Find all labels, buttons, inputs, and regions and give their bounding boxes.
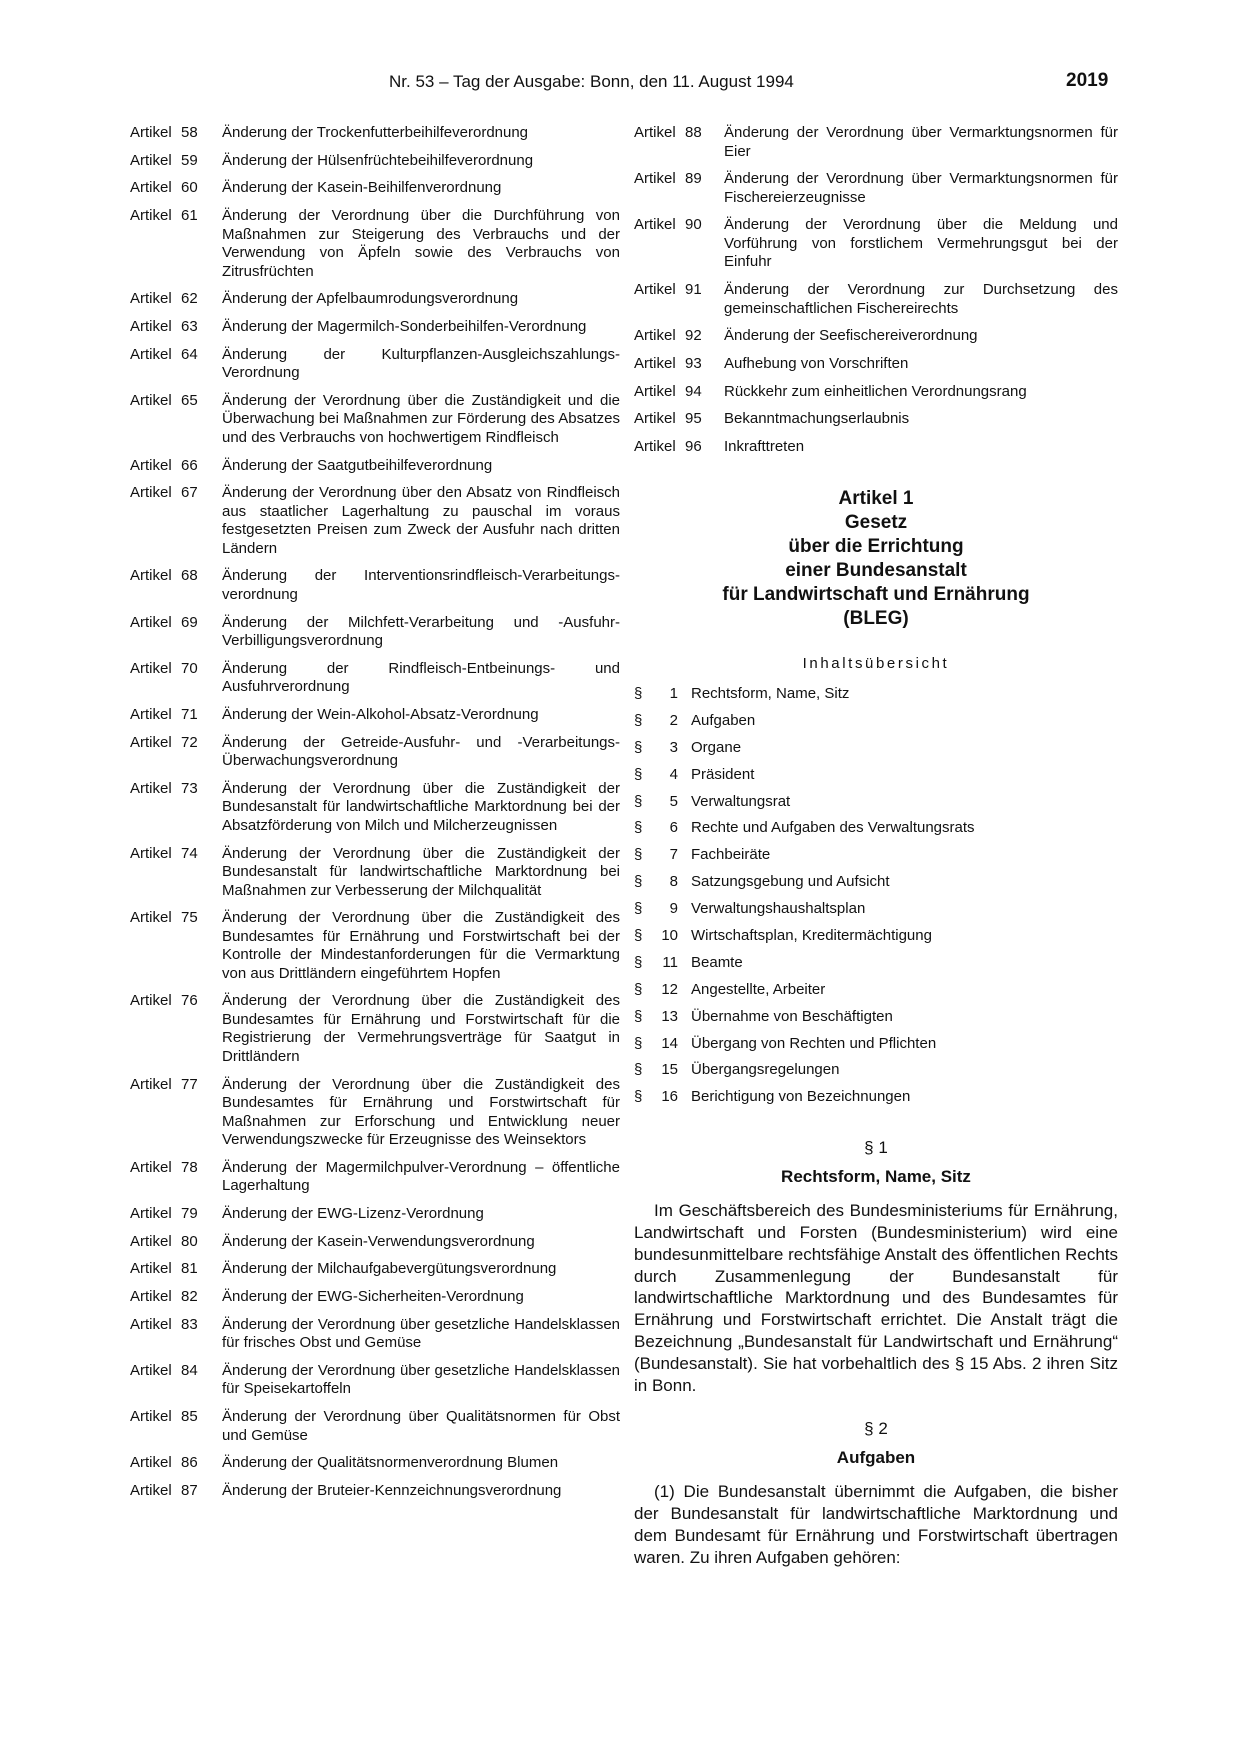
section-title: Beamte: [691, 953, 743, 971]
article-label: [130, 734, 222, 771]
toc-entry: [634, 1035, 1118, 1062]
article-word: Artikel: [634, 327, 676, 345]
article-label: [130, 614, 222, 651]
article-label: [130, 567, 222, 604]
article-word: Artikel: [130, 659, 172, 677]
article-description: Änderung der Verordnung über die Zuständigkeit der Bundesanstalt für landwirtschaftliche Marktordnung bei Maßnahmen zur Verbesserung der Milchqualität: [222, 844, 620, 899]
article-description: Änderung der Seefischereiverordnung: [724, 327, 978, 345]
section-number: 9: [669, 900, 678, 918]
article-entry: [130, 1205, 620, 1224]
article-word: Artikel: [130, 124, 172, 141]
section-symbol: §: [634, 1088, 643, 1106]
article-label: [130, 1260, 222, 1279]
section-number: 6: [669, 819, 678, 837]
law-title-line: Gesetz: [844, 511, 908, 533]
article-entry: [130, 1260, 620, 1279]
article-label: [130, 1159, 222, 1196]
article-description: Änderung der Saatgutbeihilfeverordnung: [222, 456, 493, 474]
toc-entry: [634, 927, 1118, 954]
article-word: Artikel: [130, 779, 172, 797]
article-description: Änderung der Verordnung über die Durchführung von Maßnahmen zur Steigerung des Verbrauchs und der Verwendung von Äpfeln sowie des Verbrauchs von Zitrusfrüchten: [222, 207, 620, 280]
article-list-continued: [634, 124, 1118, 457]
article-number: 62: [181, 290, 198, 308]
article-entry: [634, 124, 1118, 161]
article-entry: [130, 1408, 620, 1445]
article-number: 84: [181, 1361, 198, 1379]
article-description: Änderung der Verordnung über Vermarktungsnormen für Fischereierzeugnisse: [724, 170, 1118, 206]
article-description: Änderung der Apfelbaumrodungsverordnung: [222, 290, 519, 308]
section-title: Organe: [691, 738, 742, 756]
article-word: Artikel: [130, 705, 172, 723]
article-word: Artikel: [130, 992, 172, 1010]
section-body: (1) Die Bundesanstalt übernimmt die Aufgaben, die bisher der Bundesanstalt für landwirtschaftliche Marktordnung und dem Bundesamt für Ernährung und Forstwirtschaft übertragen waren. Zu ihren Aufgaben gehören:: [634, 1482, 1118, 1567]
article-label: [130, 484, 222, 558]
article-number: 77: [181, 1075, 198, 1093]
article-number: 94: [685, 382, 702, 400]
article-word: Artikel: [634, 281, 676, 299]
article-label: [130, 1205, 222, 1224]
article-number: 70: [181, 659, 198, 677]
article-number: 83: [181, 1315, 198, 1333]
article-number: 81: [181, 1260, 198, 1278]
article-description: Änderung der Kasein-Beihilfenverordnung: [222, 179, 502, 197]
article-entry: [130, 207, 620, 281]
article-entry: [634, 170, 1118, 207]
article-number: 82: [181, 1288, 198, 1305]
article-word: Artikel: [130, 844, 172, 862]
article-word: Artikel: [130, 151, 172, 169]
article-word: Artikel: [130, 1260, 172, 1278]
section-number: 5: [669, 792, 678, 810]
article-description: Änderung der Interventionsrindfleisch-Verarbeitungs-verordnung: [222, 567, 620, 603]
article-entry: [634, 383, 1118, 402]
article-number: 72: [181, 733, 198, 751]
article-entry: [634, 281, 1118, 318]
section-symbol: §: [634, 738, 643, 756]
article-word: Artikel: [130, 1481, 172, 1499]
article-label: [130, 706, 222, 725]
section-title: Berichtigung von Bezeichnungen: [691, 1088, 911, 1106]
article-word: Artikel: [634, 354, 676, 372]
toc-entry: [634, 1008, 1118, 1035]
article-entry: [130, 1362, 620, 1399]
article-label: [130, 780, 222, 836]
article-label: [130, 179, 222, 198]
article-label: [634, 281, 724, 318]
section-title: Rechtsform, Name, Sitz: [781, 1166, 971, 1186]
article-description: Änderung der Verordnung zur Durchsetzung des gemeinschaftlichen Fischereirechts: [724, 281, 1118, 317]
article-entry: [130, 392, 620, 448]
article-number: 79: [181, 1204, 198, 1222]
article-entry: [130, 346, 620, 383]
article-entry: [130, 660, 620, 697]
toc-entry: [634, 900, 1118, 927]
article-entry: [130, 909, 620, 983]
article-entry: [130, 1482, 620, 1501]
right-column: [634, 124, 1118, 1569]
article-number: 76: [181, 992, 198, 1010]
page-number: 2019: [1066, 70, 1109, 91]
article-entry: [634, 216, 1118, 272]
article-label: [130, 660, 222, 697]
article-number: 69: [181, 613, 198, 631]
section-title: Angestellte, Arbeiter: [691, 980, 826, 998]
article-number: 86: [181, 1454, 198, 1472]
article-word: Artikel: [634, 170, 676, 188]
article1-heading: Artikel 1: [838, 487, 914, 509]
toc-entry: [634, 739, 1118, 766]
article-description: Änderung der Kulturpflanzen-Ausgleichszahlungs-Verordnung: [222, 345, 620, 382]
article-description: Änderung der Wein-Alkohol-Absatz-Verordnung: [222, 705, 539, 723]
section-title: Satzungsgebung und Aufsicht: [691, 873, 890, 891]
article-number: 91: [685, 281, 702, 299]
section-symbol: §: [634, 846, 643, 864]
article-entry: [130, 1316, 620, 1353]
article-word: Artikel: [130, 1288, 172, 1305]
article-description: Inkrafttreten: [724, 438, 805, 455]
section-title: Übergang von Rechten und Pflichten: [691, 1034, 937, 1052]
article-label: [634, 383, 724, 402]
article-number: 93: [685, 354, 702, 372]
article-description: Änderung der Verordnung über Vermarktungsnormen für Eier: [724, 124, 1118, 160]
article-label: [634, 410, 724, 429]
article-description: Änderung der Getreide-Ausfuhr- und -Verarbeitungs-Überwachungsverordnung: [222, 733, 620, 770]
article-word: Artikel: [130, 290, 172, 308]
article-label: [130, 124, 222, 143]
article-description: Aufhebung von Vorschriften: [724, 354, 909, 372]
article-entry: [130, 1288, 620, 1307]
toc-entry: [634, 766, 1118, 793]
article-label: [130, 318, 222, 337]
section-number: 11: [662, 953, 678, 971]
section-number: 13: [661, 1007, 678, 1025]
article-number: 65: [181, 391, 198, 409]
section-title: Verwaltungsrat: [691, 792, 791, 810]
left-column: [130, 124, 620, 1510]
article-label: [130, 1362, 222, 1399]
section-title: Präsident: [691, 765, 755, 783]
article-description: Änderung der Verordnung über die Zuständigkeit der Bundesanstalt für landwirtschaftliche Marktordnung bei der Absatzförderung von Milch und Milcherzeugnissen: [222, 779, 620, 834]
article-label: [130, 207, 222, 281]
article-word: Artikel: [130, 1454, 172, 1472]
article-label: [130, 1288, 222, 1307]
article-entry: [130, 290, 620, 309]
article-word: Artikel: [634, 382, 676, 400]
article-entry: [130, 992, 620, 1066]
article-label: [130, 1076, 222, 1150]
section-symbol: §: [634, 1061, 643, 1079]
article-entry: [130, 318, 620, 337]
article-entry: [634, 327, 1118, 346]
article-label: [130, 1316, 222, 1353]
article-number: 96: [685, 438, 702, 455]
law-title-line: für Landwirtschaft und Ernährung: [722, 583, 1030, 605]
article-description: Änderung der Verordnung über die Meldung und Vorführung von forstlichem Vermehrungsgut bei der Einfuhr: [724, 216, 1118, 271]
article-label: [130, 392, 222, 448]
article-label: [130, 845, 222, 901]
article-word: Artikel: [634, 216, 676, 234]
toc-entry: [634, 981, 1118, 1008]
section-symbol: §: [634, 1007, 643, 1025]
article-label: [130, 1482, 222, 1501]
article-word: Artikel: [130, 1204, 172, 1222]
toc-entry: [634, 712, 1118, 739]
article-number: 95: [685, 410, 702, 428]
section-number: 4: [669, 765, 678, 783]
article-description: Änderung der Bruteier-Kennzeichnungsverordnung: [222, 1481, 562, 1499]
article-word: Artikel: [130, 613, 172, 631]
article-word: Artikel: [130, 1232, 172, 1250]
toc-entry: [634, 954, 1118, 981]
article-label: [634, 438, 724, 457]
section-number: 10: [661, 927, 678, 945]
article-description: Änderung der Magermilchpulver-Verordnung – öffentliche Lagerhaltung: [222, 1158, 620, 1195]
article1-heading-block: [634, 487, 1118, 631]
article-description: Änderung der Verordnung über gesetzliche Handelsklassen für frisches Obst und Gemüse: [222, 1315, 620, 1352]
article-number: 64: [181, 345, 198, 363]
article-description: Änderung der Verordnung über die Zuständigkeit des Bundesamtes für Ernährung und Forstwirtschaft für Maßnahmen zur Erforschung und Entwicklung neuer Verwendungszwecke für Erzeugnisse des Weinsektors: [222, 1075, 620, 1149]
article-entry: [130, 1159, 620, 1196]
article-description: Änderung der Verordnung über den Absatz von Rindfleisch aus staatlicher Lagerhaltung zu pauschal im voraus festgesetzten Preisen zum Zweck der Ausfuhr nach dritten Ländern: [222, 484, 620, 557]
article-label: [130, 1454, 222, 1473]
section-symbol: §: [634, 953, 643, 971]
article-label: [130, 992, 222, 1066]
article-word: Artikel: [130, 207, 172, 225]
article-description: Bekanntmachungserlaubnis: [724, 410, 910, 428]
article-number: 89: [685, 170, 702, 188]
article-description: Änderung der Hülsenfrüchtebeihilfeverordnung: [222, 151, 534, 169]
section-number: 14: [661, 1034, 678, 1052]
section-number: 7: [669, 846, 678, 864]
article-label: [634, 327, 724, 346]
article-entry: [130, 614, 620, 651]
article-description: Änderung der Rindfleisch-Entbeinungs- und Ausfuhrverordnung: [222, 659, 620, 696]
issue-title: Nr. 53 – Tag der Ausgabe: Bonn, den 11. August 1994: [389, 72, 794, 91]
article-entry: [130, 124, 620, 143]
article-entry: [634, 438, 1118, 457]
article-word: Artikel: [634, 124, 676, 141]
section-body: Im Geschäftsbereich des Bundesministeriums für Ernährung, Landwirtschaft und Forsten (Bundesministerium) wird eine bundesunmittelbare rechtsfähige Anstalt des öffentlichen Rechts durch Zusammenlegung der Bundesanstalt für landwirtschaftliche Marktordnung und des Bundesamtes für Ernährung und Forstwirtschaft errichtet. Die Anstalt trägt die Bezeichnung „Bundesanstalt für Landwirtschaft und Ernährung“ (Bundesanstalt). Sie hat vorbehaltlich des § 15 Abs. 2 ihren Sitz in Bonn.: [634, 1201, 1118, 1395]
page-header: [0, 72, 1237, 96]
section-symbol: §: [634, 1034, 643, 1052]
article-number: 58: [181, 124, 198, 141]
section-number: 12: [661, 980, 678, 998]
section-title: Aufgaben: [691, 711, 756, 729]
toc-entry: [634, 873, 1118, 900]
article-entry: [130, 1454, 620, 1473]
article-word: Artikel: [130, 345, 172, 363]
section-title: Übernahme von Beschäftigten: [691, 1007, 893, 1025]
article-entry: [130, 152, 620, 171]
section-symbol: §: [634, 980, 643, 998]
article-label: [130, 457, 222, 476]
toc-entry: [634, 1088, 1118, 1115]
law-title-line: einer Bundesanstalt: [785, 559, 967, 581]
toc-entry: [634, 1061, 1118, 1088]
article-description: Änderung der EWG-Sicherheiten-Verordnung: [222, 1288, 524, 1305]
article-entry: [130, 567, 620, 604]
section-title: Übergangsregelungen: [691, 1061, 840, 1079]
article-entry: [130, 780, 620, 836]
section-symbol: §: [634, 685, 643, 702]
article-description: Änderung der Qualitätsnormenverordnung Blumen: [222, 1454, 559, 1472]
article-word: Artikel: [130, 1408, 172, 1426]
article-entry: [634, 410, 1118, 429]
article-word: Artikel: [130, 456, 172, 474]
article-word: Artikel: [130, 567, 172, 585]
article-number: 92: [685, 327, 702, 345]
article-description: Änderung der Trockenfutterbeihilfeverordnung: [222, 124, 529, 141]
toc-entry: [634, 793, 1118, 820]
law-title-line: (BLEG): [843, 607, 909, 629]
section-number: 16: [661, 1088, 678, 1106]
article-label: [634, 124, 724, 161]
article-description: Änderung der Verordnung über die Zuständigkeit des Bundesamtes für Ernährung und Forstwirtschaft für die Registrierung der Vermehrungsverträge für Saatgut in Drittländern: [222, 992, 620, 1065]
toc-entry: [634, 685, 1118, 712]
section-title: Wirtschaftsplan, Kreditermächtigung: [691, 927, 932, 945]
section-title: Fachbeiräte: [691, 846, 771, 864]
article-word: Artikel: [130, 1315, 172, 1333]
article-number: 85: [181, 1408, 198, 1426]
article-word: Artikel: [130, 179, 172, 197]
article-label: [634, 170, 724, 207]
section-title: Rechtsform, Name, Sitz: [691, 685, 850, 702]
section-symbol: §: [634, 792, 643, 810]
article-word: Artikel: [130, 909, 172, 927]
article-entry: [634, 355, 1118, 374]
article-entry: [130, 1233, 620, 1252]
section-number: 3: [669, 738, 678, 756]
article-label: [130, 909, 222, 983]
article-entry: [130, 179, 620, 198]
article-description: Änderung der Verordnung über gesetzliche Handelsklassen für Speisekartoffeln: [222, 1361, 620, 1398]
article-number: 88: [685, 124, 702, 141]
article-word: Artikel: [130, 484, 172, 502]
article-word: Artikel: [130, 1158, 172, 1176]
article-entry: [130, 1076, 620, 1150]
article-word: Artikel: [130, 733, 172, 751]
article-number: 63: [181, 317, 198, 335]
article-label: [130, 1408, 222, 1445]
article-description: Änderung der Magermilch-Sonderbeihilfen-Verordnung: [222, 317, 587, 335]
article-label: [634, 216, 724, 272]
section-number: 2: [669, 711, 678, 729]
article-entry: [130, 734, 620, 771]
article-description: Rückkehr zum einheitlichen Verordnungsrang: [724, 382, 1027, 400]
table-of-contents: [634, 685, 1118, 1115]
section-title: Rechte und Aufgaben des Verwaltungsrats: [691, 819, 975, 837]
article-word: Artikel: [130, 1361, 172, 1379]
section-symbol: §: [634, 819, 643, 837]
article-description: Änderung der Milchfett-Verarbeitung und -Ausfuhr-Verbilligungsverordnung: [222, 613, 620, 650]
article-number: 66: [181, 456, 198, 474]
article-number: 74: [181, 844, 198, 862]
article-description: Änderung der Verordnung über die Zuständigkeit des Bundesamtes für Ernährung und Forstwirtschaft bei der Kontrolle der Mindestanforderungen für die Vermarktung von aus Drittländern eingeführtem Hopfen: [222, 909, 620, 982]
article-number: 61: [181, 207, 198, 225]
article-number: 68: [181, 567, 198, 585]
article-label: [130, 1233, 222, 1252]
article-number: 59: [181, 151, 198, 169]
article-label: [130, 290, 222, 309]
article-number: 78: [181, 1158, 198, 1176]
article-description: Änderung der Verordnung über die Zuständigkeit und die Überwachung bei Maßnahmen zur Förderung des Absatzes und des Verbrauchs von hochwertigem Rindfleisch: [222, 391, 620, 446]
section-symbol: §: [634, 900, 643, 918]
article-label: [130, 152, 222, 171]
article-word: Artikel: [634, 410, 676, 428]
article-word: Artikel: [130, 1075, 172, 1093]
article-label: [634, 355, 724, 374]
article-description: Änderung der Verordnung über Qualitätsnormen für Obst und Gemüse: [222, 1408, 620, 1444]
toc-entry: [634, 819, 1118, 846]
section-number: 15: [661, 1061, 678, 1079]
article-description: Änderung der Milchaufgabevergütungsverordnung: [222, 1260, 557, 1278]
section-sign: § 1: [864, 1138, 888, 1158]
article-number: 73: [181, 779, 198, 797]
section-symbol: §: [634, 927, 643, 945]
article-number: 80: [181, 1232, 198, 1250]
section-number: 1: [669, 685, 678, 702]
article-word: Artikel: [130, 391, 172, 409]
section-symbol: §: [634, 711, 643, 729]
section-symbol: §: [634, 765, 643, 783]
section-number: 8: [669, 873, 678, 891]
article-number: 87: [181, 1481, 198, 1499]
article-entry: [130, 484, 620, 558]
article-number: 60: [181, 179, 198, 197]
section-symbol: §: [634, 873, 643, 891]
section-title: Aufgaben: [836, 1447, 916, 1467]
article-entry: [130, 457, 620, 476]
article-word: Artikel: [130, 317, 172, 335]
article-label: [130, 346, 222, 383]
toc-entry: [634, 846, 1118, 873]
article-description: Änderung der EWG-Lizenz-Verordnung: [222, 1204, 484, 1222]
article-number: 75: [181, 909, 198, 927]
section-sign: § 2: [864, 1419, 888, 1439]
article-number: 67: [181, 484, 198, 502]
article-number: 90: [685, 216, 702, 234]
table-of-contents-title: Inhaltsübersicht: [802, 654, 950, 672]
section-title: Verwaltungshaushaltsplan: [691, 900, 866, 918]
article-word: Artikel: [634, 438, 676, 455]
article-number: 71: [181, 705, 198, 723]
law-title-line: über die Errichtung: [788, 535, 964, 557]
article-entry: [130, 706, 620, 725]
article-description: Änderung der Kasein-Verwendungsverordnung: [222, 1232, 535, 1250]
article-entry: [130, 845, 620, 901]
